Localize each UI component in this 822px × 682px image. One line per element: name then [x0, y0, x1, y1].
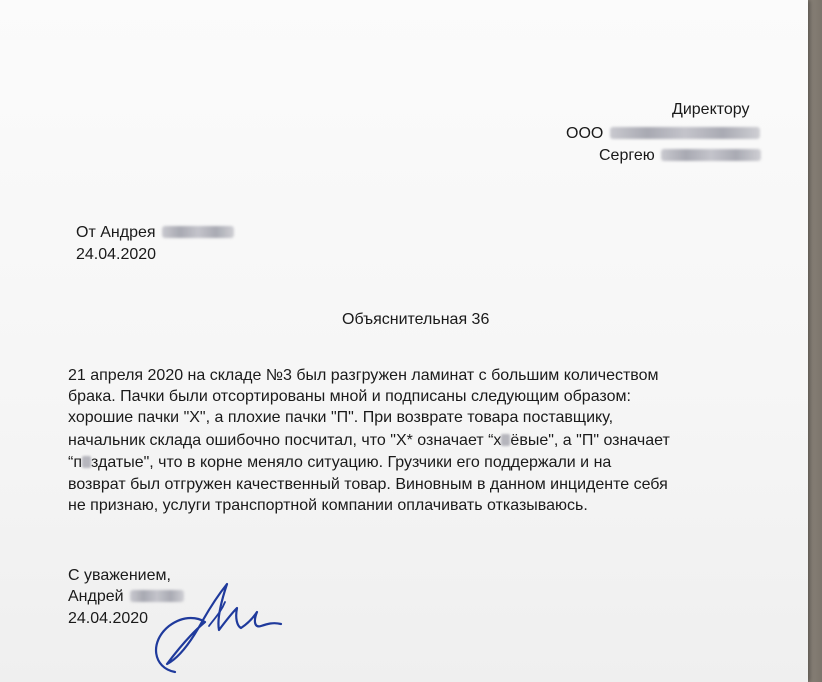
- sender-name: [76, 224, 234, 242]
- addressee-name: [599, 147, 761, 165]
- redacted-surname: [661, 149, 761, 161]
- body-line-5: [68, 454, 611, 472]
- closing-date: 24.04.2020: [68, 610, 149, 627]
- document-title: Объяснительная 36: [342, 311, 490, 328]
- censored-letter: [501, 434, 510, 446]
- signature-stroke: [156, 584, 281, 672]
- body-line-5-part-a: “п: [68, 454, 82, 471]
- addressee-company: [566, 125, 760, 143]
- body-line-4-part-a: начальник склада ошибочно посчитал, что "Х* означает “х: [68, 432, 502, 449]
- sender-name-prefix: От Андрея: [76, 224, 156, 241]
- addressee-company-prefix: ООО: [566, 125, 604, 142]
- censored-letter: [82, 456, 91, 468]
- body-line-4-part-b: ёвые", а "П" означает: [510, 432, 670, 449]
- body-line-7: не признаю, услуги транспортной компании оплачивать отказываюсь.: [68, 497, 588, 514]
- closing-name-prefix: Андрей: [68, 588, 124, 605]
- sender-date: 24.04.2020: [76, 246, 157, 263]
- body-line-5-part-b: здатые", что в корне меняло ситуацию. Грузчики его поддержали и на: [91, 454, 612, 471]
- body-line-6: возврат был отгружен качественный товар. Виновным в данном инциденте себя: [68, 476, 668, 493]
- redacted-sender-surname: [162, 226, 234, 238]
- addressee-title: Директору: [672, 101, 750, 118]
- closing-regards: С уважением,: [68, 567, 171, 584]
- body-line-4: [68, 432, 670, 450]
- addressee-name-prefix: Сергею: [599, 147, 655, 164]
- redacted-company-name: [610, 127, 760, 139]
- handwritten-signature: [145, 568, 285, 680]
- body-line-3: хорошие пачки "Х", а плохие пачки "П". При возврате товара поставщику,: [68, 409, 614, 426]
- body-line-2: брака. Пачки были отсортированы мной и подписаны следующим образом:: [68, 388, 631, 405]
- body-line-1: 21 апреля 2020 на складе №3 был разгружен ламинат с большим количеством: [68, 367, 659, 384]
